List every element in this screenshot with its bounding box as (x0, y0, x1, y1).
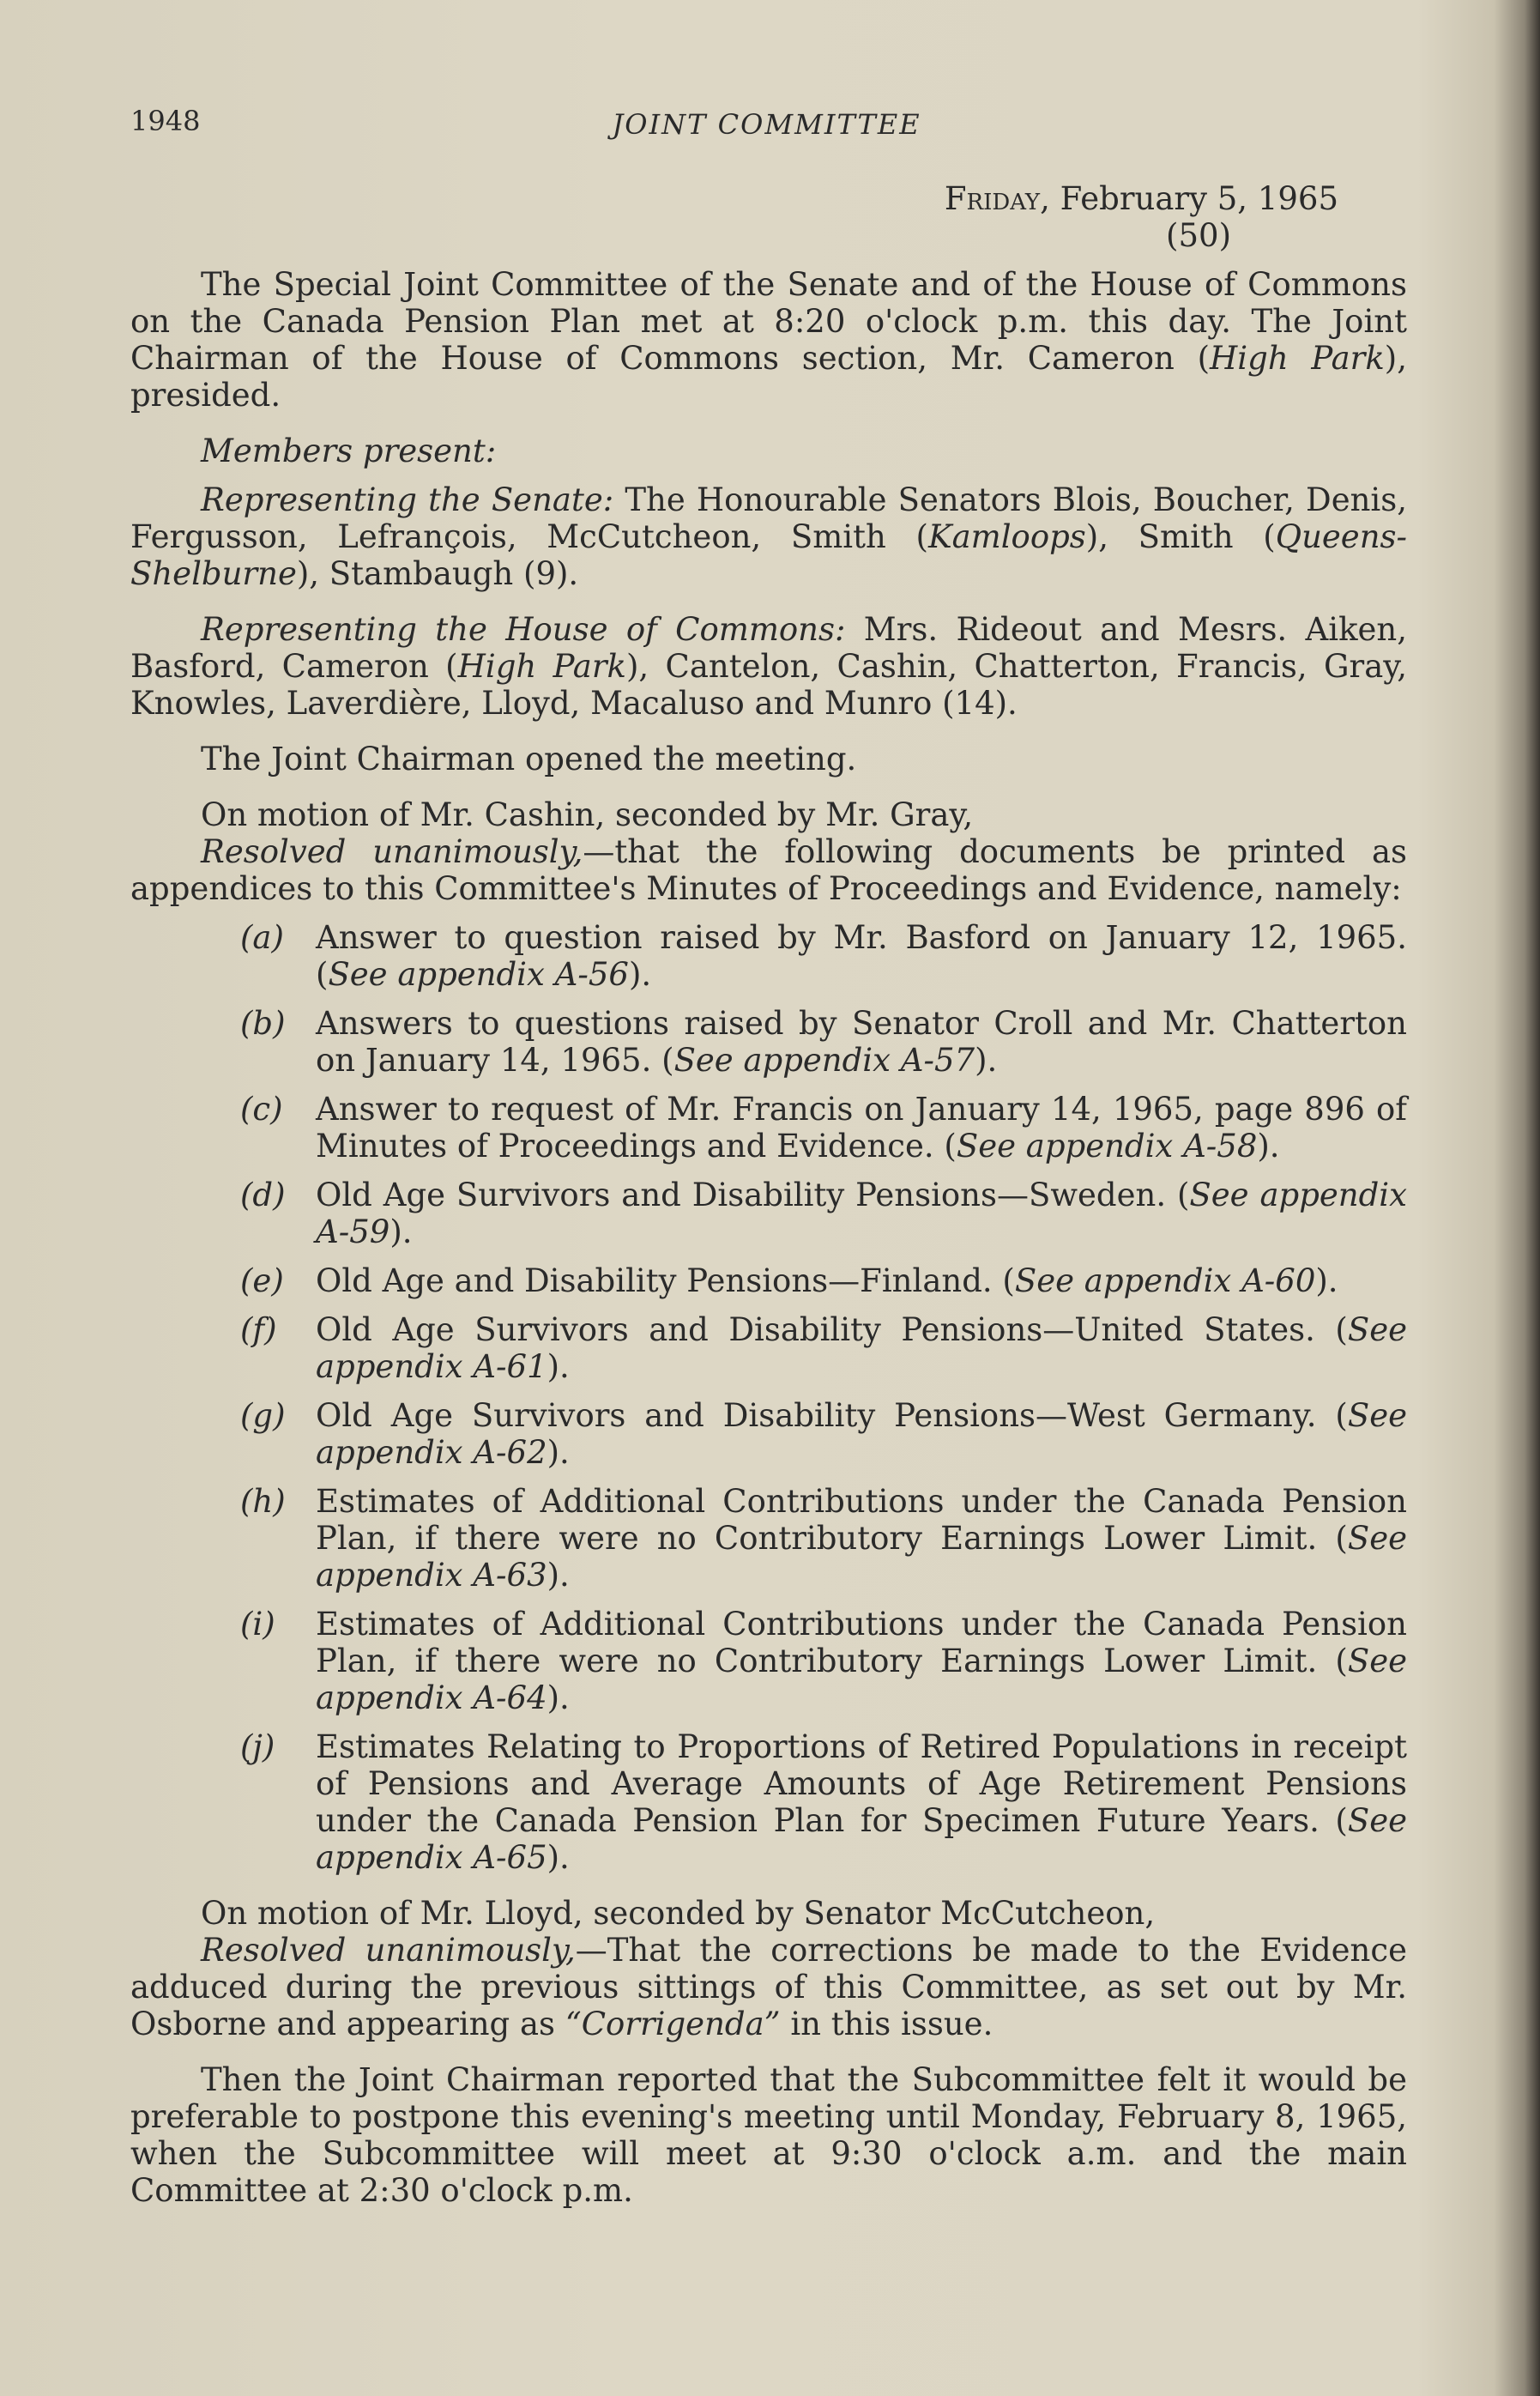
resolution-1 (130, 833, 1407, 907)
senate-text-2: ), Smith ( (1085, 518, 1276, 555)
item-label: (a) (240, 919, 284, 956)
resolution-2-label: Resolved unanimously, (201, 1932, 576, 1969)
list-item (240, 1728, 1407, 1876)
item-text: Estimates of Additional Contributions under the Canada Pension Plan, if there were no Contributory Earnings Lower Limit. (See appendix A-64). (316, 1606, 1407, 1716)
minutes-body (130, 180, 1407, 2209)
item-text: Old Age and Disability Pensions—Finland. (See appendix A-60). (316, 1262, 1338, 1299)
senate-label: Representing the Senate: (201, 481, 614, 518)
list-item (240, 1262, 1407, 1299)
item-text: Answers to questions raised by Senator Croll and Mr. Chatterton on January 14, 1965. (See appendix A-57). (316, 1005, 1407, 1079)
dateline-date: February 5, 1965 (1060, 180, 1338, 217)
item-text: Answer to request of Mr. Francis on January 14, 1965, page 896 of Minutes of Proceedings and Evidence. (See appendix A-58). (316, 1091, 1407, 1165)
corrigenda: “Corrigenda” (565, 2006, 781, 2042)
list-item (240, 1606, 1407, 1716)
senate-text-1: The Honourable Senators Blois, Boucher, Denis, Fergusson, Lefrançois, McCutcheon, Smith ( (130, 481, 1408, 555)
senate-kamloops: Kamloops (927, 518, 1086, 555)
resolution-2-end: in this issue. (780, 2006, 993, 2042)
commons-text-2: ), Cantelon, Cashin, Chatterton, Francis, Gray, Knowles, Laverdière, Lloyd, Macaluso and Munro (14). (130, 648, 1407, 722)
item-text: Estimates of Additional Contributions under the Canada Pension Plan, if there were no Contributory Earnings Lower Limit. (See appendix A-63). (316, 1483, 1407, 1594)
item-label: (j) (240, 1728, 275, 1765)
opening-end: ), presided. (130, 340, 1407, 414)
commons-members-paragraph (130, 611, 1407, 722)
item-text: Old Age Survivors and Disability Pensions—United States. (See appendix A-61). (316, 1311, 1407, 1385)
appendix-list (240, 919, 1407, 1876)
list-item (240, 1397, 1407, 1471)
page-header (130, 105, 1403, 148)
item-label: (f) (240, 1311, 277, 1348)
list-item (240, 1483, 1407, 1594)
resolution-1-label: Resolved unanimously, (201, 833, 583, 870)
list-item (240, 1177, 1407, 1250)
resolution-2 (130, 1932, 1407, 2042)
item-label: (b) (240, 1005, 286, 1042)
opening-text: The Special Joint Committee of the Senate and of the House of Commons on the Canada Pension Plan met at 8:20 o'clock p.m. this day. The Joint Chairman of the House of Commons section, Mr. Cameron ( (130, 266, 1407, 377)
item-text: Estimates Relating to Proportions of Retired Populations in receipt of Pensions and Average Amounts of Age Retirement Pensions under the Canada Pension Plan for Specimen Future Years. (See appendix A-65). (316, 1728, 1407, 1876)
resolution-2-text: —That the corrections be made to the Evidence adduced during the previous sittings of this Committee, as set out by Mr. Osborne and appearing as (130, 1932, 1407, 2042)
item-label: (g) (240, 1397, 286, 1434)
opening-paragraph (130, 266, 1407, 414)
commons-label: Representing the House of Commons: (201, 611, 846, 648)
list-item (240, 919, 1407, 993)
list-item (240, 1091, 1407, 1165)
item-text: Old Age Survivors and Disability Pensions—West Germany. (See appendix A-62). (316, 1397, 1407, 1471)
dateline (130, 180, 1407, 217)
list-item (240, 1005, 1407, 1079)
item-label: (d) (240, 1177, 286, 1213)
running-title: JOINT COMMITTEE (612, 108, 921, 141)
commons-text-1: Mrs. Rideout and Mesrs. Aiken, Basford, Cameron ( (130, 611, 1407, 685)
item-label: (h) (240, 1483, 286, 1520)
page-number: 1948 (130, 105, 201, 137)
senate-queens: Queens-Shelburne (130, 518, 1408, 592)
opening-italic: High Park (1210, 340, 1385, 377)
motion-2: On motion of Mr. Lloyd, seconded by Senator McCutcheon, (201, 1895, 1156, 1932)
session-number: (50) (1166, 217, 1231, 254)
dateline-day: Friday, (944, 180, 1050, 217)
item-label: (i) (240, 1606, 275, 1643)
item-label: (e) (240, 1262, 284, 1299)
senate-text-3: ), Stambaugh (9). (296, 555, 579, 592)
item-text: Old Age Survivors and Disability Pensions—Sweden. (See appendix A-59). (316, 1177, 1407, 1250)
opened-paragraph: The Joint Chairman opened the meeting. (201, 741, 857, 777)
members-present-heading (130, 433, 1407, 469)
closing-paragraph: Then the Joint Chairman reported that the Subcommittee felt it would be preferable to postpone this evening's meeting until Monday, February 8, 1965, when the Subcommittee will meet at 9:30 o'clock a.m. and the main Committee at 2:30 o'clock p.m. (130, 2061, 1407, 2209)
senate-members-paragraph (130, 481, 1407, 592)
item-text: Answer to question raised by Mr. Basford on January 12, 1965. (See appendix A-56). (316, 919, 1407, 993)
list-item (240, 1311, 1407, 1385)
members-present-label: Members present: (201, 433, 497, 469)
resolution-1-text: —that the following documents be printed as appendices to this Committee's Minutes of Proceedings and Evidence, namely: (130, 833, 1408, 907)
item-label: (c) (240, 1091, 283, 1128)
motion-1: On motion of Mr. Cashin, seconded by Mr. Gray, (201, 796, 974, 833)
commons-highpark: High Park (457, 648, 626, 685)
